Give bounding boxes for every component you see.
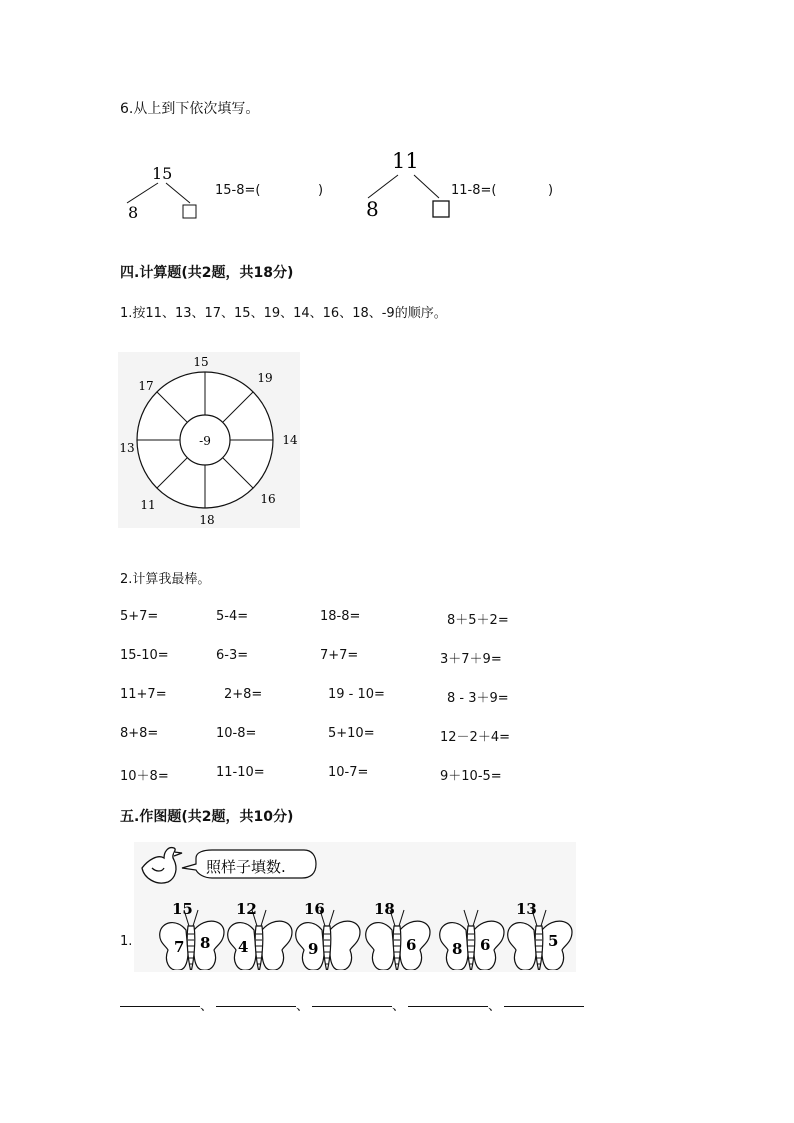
bond-right-top: 11: [392, 150, 419, 173]
calc-r1-c2: 5-4=: [216, 609, 249, 624]
section4-q1-text: 1.按11、13、17、15、19、14、16、18、-9的顺序。: [120, 306, 447, 321]
answer-line-2[interactable]: [216, 1006, 296, 1007]
bfly-3-left: 9: [308, 940, 319, 958]
butterfly-2: [228, 900, 292, 970]
calc-r4-c4: 12－2＋4=: [440, 730, 510, 745]
bfly-1-left: 7: [174, 938, 185, 956]
q6-title: 6.从上到下依次填写。: [120, 101, 260, 117]
wheel-label-13: 13: [119, 441, 135, 455]
calc-r2-c4: 3＋7＋9=: [440, 652, 502, 667]
answer-line-4[interactable]: [408, 1006, 488, 1007]
answer-line-1[interactable]: [120, 1006, 200, 1007]
calc-r4-c1: 8+8=: [120, 726, 159, 741]
butterfly-5: [440, 910, 504, 970]
bfly-2-top: 12: [236, 900, 257, 918]
bond-left-box: [183, 205, 196, 218]
calc-r1-c1: 5+7=: [120, 609, 159, 624]
bubble-text: 照样子填数.: [206, 858, 286, 876]
bond-left-bottom: 8: [128, 203, 139, 222]
section5-q1-number: 1.: [120, 934, 133, 949]
answer-line-3[interactable]: [312, 1006, 392, 1007]
bfly-6-top: 13: [516, 900, 537, 918]
bfly-1-top: 15: [172, 900, 193, 918]
bfly-2-left: 4: [238, 938, 249, 956]
q6-right-equation: 11-8=(: [451, 183, 497, 198]
bfly-4-top: 18: [374, 900, 395, 918]
calc-r3-c4: 8 - 3＋9=: [447, 691, 509, 706]
calc-r5-c4: 9＋10-5=: [440, 769, 502, 784]
bfly-5-left: 8: [452, 940, 463, 958]
wheel-label-17: 17: [138, 379, 154, 393]
section5-heading: 五.作图题(共2题，共10分): [120, 809, 294, 825]
bond-left-top: 15: [152, 164, 173, 183]
wheel-label-11: 11: [140, 498, 156, 512]
q6-right-close: ): [548, 183, 554, 198]
butterfly-6: [508, 900, 572, 970]
q6-left-close: ): [318, 183, 324, 198]
separator-3: 、: [392, 999, 406, 1014]
calc-r5-c2: 11-10=: [216, 765, 265, 780]
section4-q2-title: 2.计算我最棒。: [120, 572, 211, 587]
butterfly-3: [296, 900, 360, 970]
q6-left-equation: 15-8=(: [215, 183, 261, 198]
bfly-5-right: 6: [480, 936, 491, 954]
wheel-label-14: 14: [282, 433, 298, 447]
bfly-4-right: 6: [406, 936, 417, 954]
bfly-1-right: 8: [200, 934, 211, 952]
bfly-6-right: 5: [548, 932, 559, 950]
answer-line-5[interactable]: [504, 1006, 584, 1007]
bond-right-box: [433, 201, 449, 217]
wheel-center: -9: [199, 434, 211, 448]
wheel-label-15: 15: [193, 355, 209, 369]
bond-right-bottom: 8: [366, 197, 379, 221]
calc-r5-c1: 10＋8=: [120, 769, 169, 784]
calc-r3-c3: 19 - 10=: [328, 687, 385, 702]
wheel-label-16: 16: [260, 492, 276, 506]
calc-r1-c3: 18-8=: [320, 609, 361, 624]
wheel-label-19: 19: [257, 371, 273, 385]
calc-r5-c3: 10-7=: [328, 765, 369, 780]
calc-r3-c1: 11+7=: [120, 687, 167, 702]
number-wheel: [118, 352, 300, 528]
calc-r2-c3: 7+7=: [320, 648, 359, 663]
bfly-3-top: 16: [304, 900, 325, 918]
calc-r2-c2: 6-3=: [216, 648, 249, 663]
separator-4: 、: [488, 999, 502, 1014]
separator-2: 、: [296, 999, 310, 1014]
calc-r2-c1: 15-10=: [120, 648, 169, 663]
wheel-label-18: 18: [199, 513, 215, 527]
q6-number-bonds: [110, 150, 570, 230]
calc-r4-c3: 5+10=: [328, 726, 375, 741]
butterfly-1: [160, 900, 224, 970]
calc-r4-c2: 10-8=: [216, 726, 257, 741]
section4-heading: 四.计算题(共2题，共18分): [120, 265, 294, 281]
calc-r1-c4: 8＋5＋2=: [447, 613, 509, 628]
separator-1: 、: [200, 999, 214, 1014]
calc-r3-c2: 2+8=: [224, 687, 263, 702]
butterfly-4: [366, 900, 430, 970]
butterfly-row: [134, 890, 576, 970]
